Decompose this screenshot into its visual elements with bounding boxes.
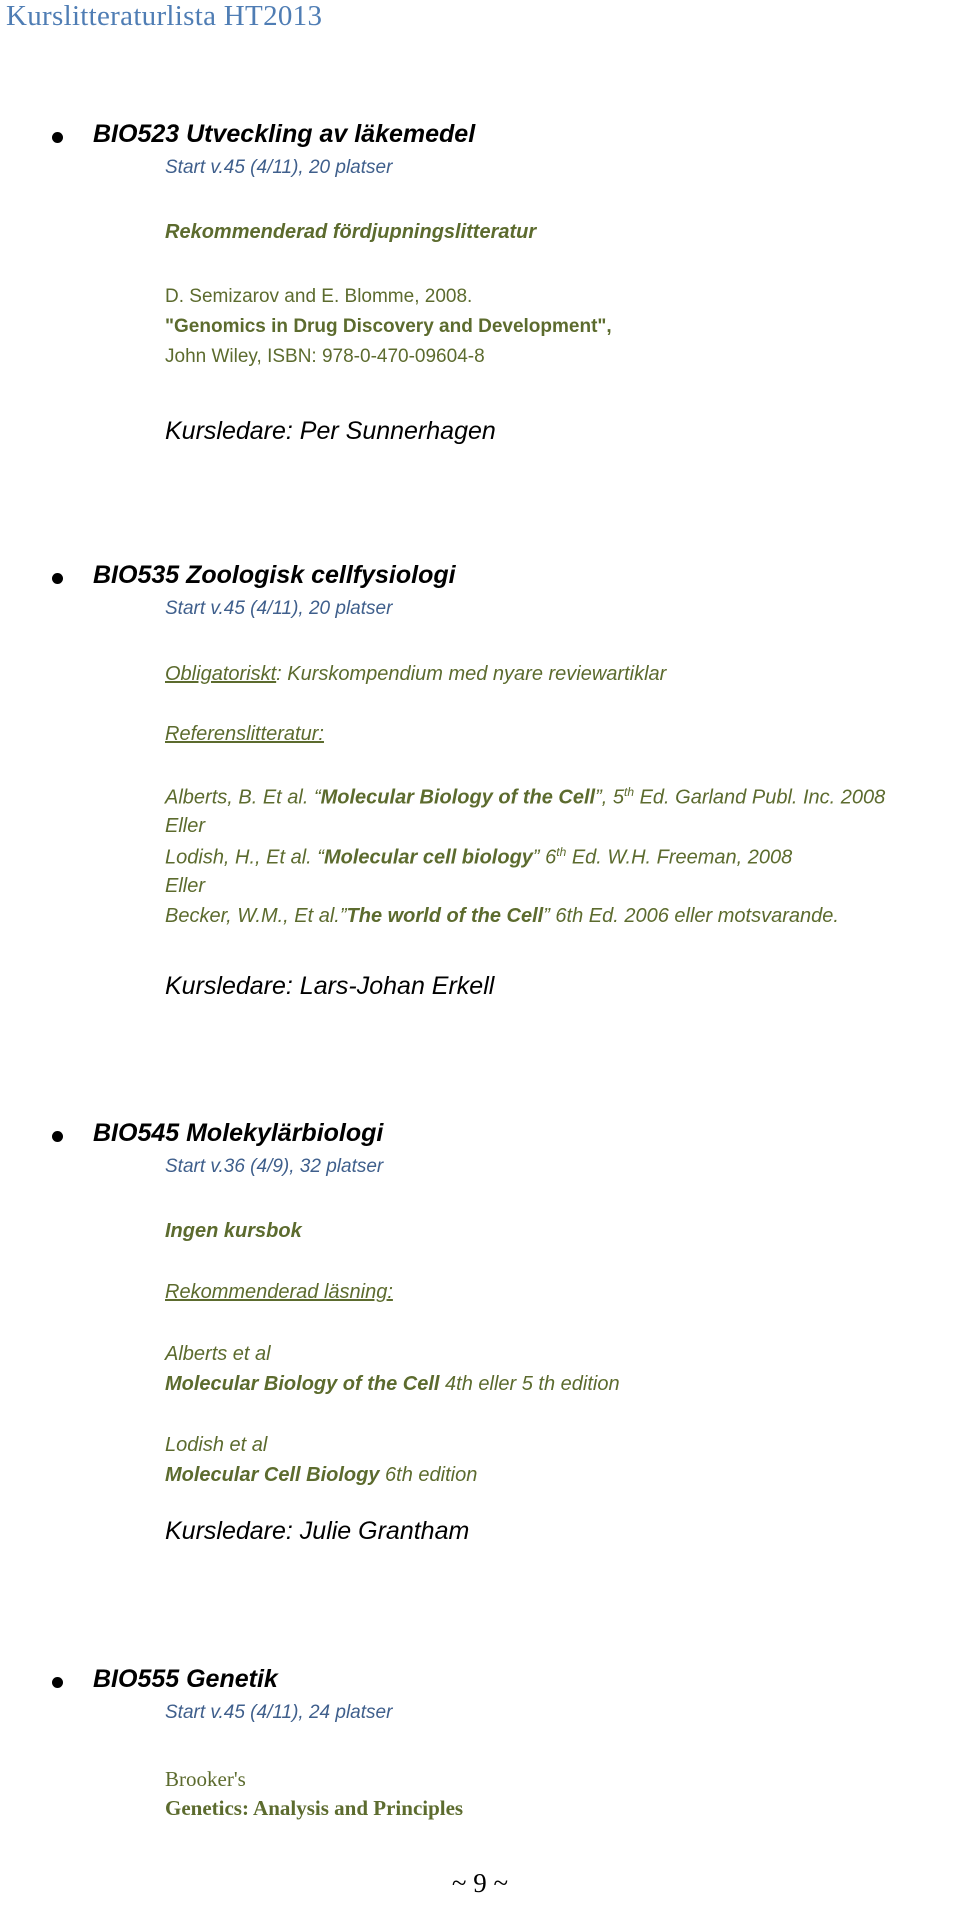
eller-text: Eller <box>165 875 206 897</box>
bullet-icon <box>52 1131 63 1142</box>
course-leader: Kursledare: Julie Grantham <box>165 1517 470 1545</box>
author-alberts: Alberts et al <box>165 1343 271 1365</box>
bullet-icon <box>52 1677 63 1688</box>
course-start: Start v.45 (4/11), 24 platser <box>165 1702 393 1723</box>
course-leader: Kursledare: Per Sunnerhagen <box>165 417 496 445</box>
book-alberts: Alberts, B. Et al. “Molecular Biology of the Cell”, 5th Ed. Garland Publ. Inc. 2008 <box>165 785 886 809</box>
author-brooker: Brooker's <box>165 1767 246 1791</box>
book-lodish: Lodish, H., Et al. “Molecular cell biology” 6th Ed. W.H. Freeman, 2008 <box>165 845 793 869</box>
reference-line: John Wiley, ISBN: 978-0-470-09604-8 <box>165 346 485 367</box>
no-textbook: Ingen kursbok <box>165 1220 302 1242</box>
mandatory-line: Obligatoriskt: Kurskompendium med nyare reviewartiklar <box>165 663 667 685</box>
book-lodish-title: Molecular Cell Biology 6th edition <box>165 1464 478 1486</box>
literature-heading: Rekommenderad fördjupningslitteratur <box>165 221 537 243</box>
eller-text: Eller <box>165 815 206 837</box>
reference-heading: Referenslitteratur: <box>165 723 324 745</box>
course-title-bio555: BIO555 Genetik <box>93 1665 278 1693</box>
author-lodish: Lodish et al <box>165 1434 268 1456</box>
course-title-bio535: BIO535 Zoologisk cellfysiologi <box>93 561 456 589</box>
course-leader: Kursledare: Lars-Johan Erkell <box>165 972 495 1000</box>
course-start: Start v.36 (4/9), 32 platser <box>165 1156 384 1177</box>
book-becker: Becker, W.M., Et al.”The world of the Cell” 6th Ed. 2006 eller motsvarande. <box>165 905 839 927</box>
mandatory-label: Obligatoriskt <box>165 663 277 685</box>
course-start: Start v.45 (4/11), 20 platser <box>165 598 393 619</box>
course-start: Start v.45 (4/11), 20 platser <box>165 157 393 178</box>
course-title-bio523: BIO523 Utveckling av läkemedel <box>93 120 476 148</box>
page-title: Kurslitteraturlista HT2013 <box>6 0 323 32</box>
book-genetics: Genetics: Analysis and Principles <box>165 1796 464 1820</box>
bullet-icon <box>52 132 63 143</box>
bullet-icon <box>52 573 63 584</box>
reference-title: "Genomics in Drug Discovery and Development", <box>165 316 612 337</box>
reference-line: D. Semizarov and E. Blomme, 2008. <box>165 286 473 307</box>
course-title-bio545: BIO545 Molekylärbiologi <box>93 1119 384 1147</box>
book-alberts-title: Molecular Biology of the Cell 4th eller 5 th edition <box>165 1373 620 1395</box>
recommended-heading: Rekommenderad läsning: <box>165 1281 393 1303</box>
page-number: ~ 9 ~ <box>451 1868 509 1898</box>
